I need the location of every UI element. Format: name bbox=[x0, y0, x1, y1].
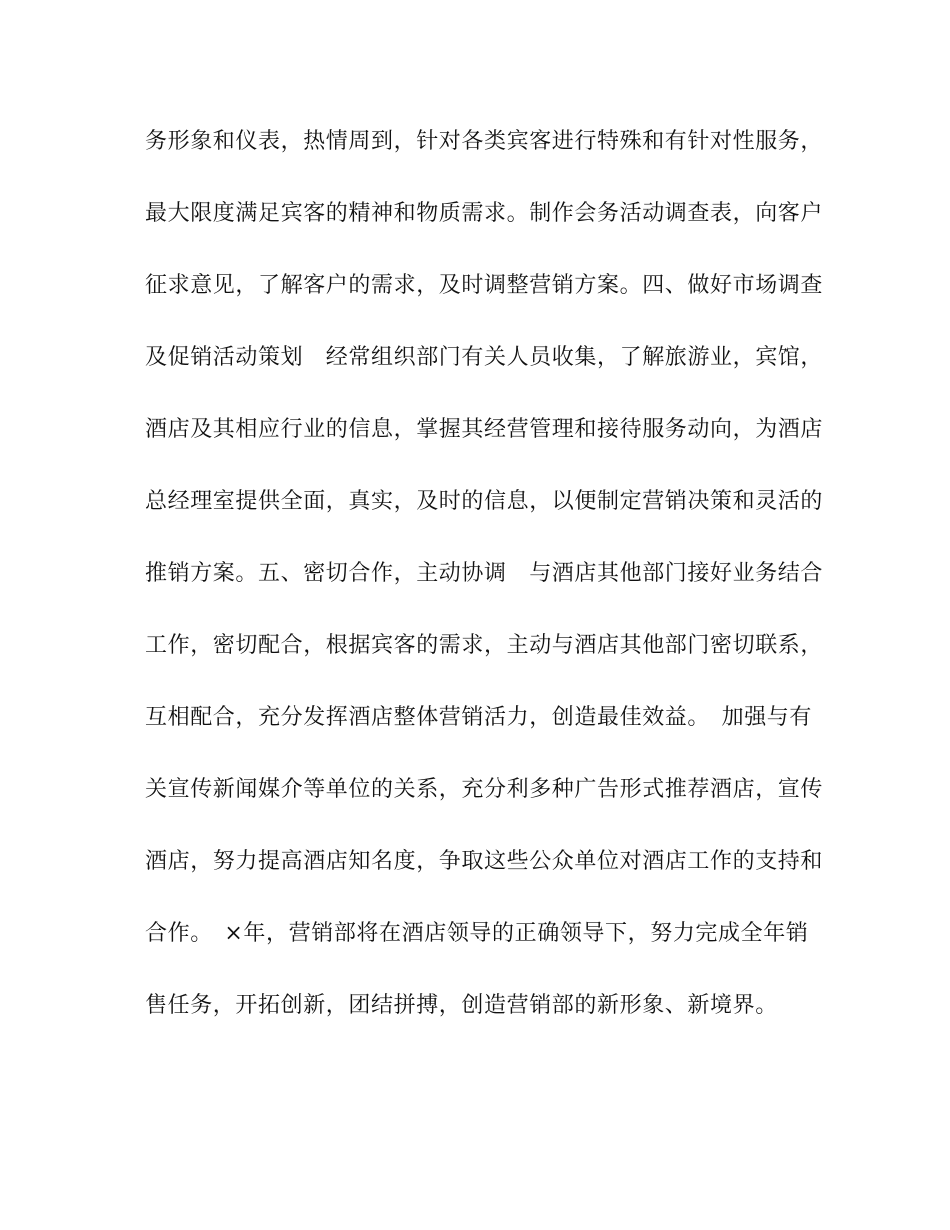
text-line: 工作，密切配合，根据宾客的需求，主动与酒店其他部门密切联系， bbox=[145, 633, 824, 658]
text-line: 最大限度满足宾客的精神和物质需求。制作会务活动调查表，向客户 bbox=[145, 201, 824, 226]
text-line: 售任务，开拓创新，团结拼搏，创造营销部的新形象、新境界。 bbox=[145, 993, 778, 1018]
text-line: 及促销活动策划 经常组织部门有关人员收集，了解旅游业，宾馆， bbox=[145, 345, 824, 370]
body-text bbox=[145, 118, 824, 1054]
text-line: 酒店，努力提高酒店知名度，争取这些公众单位对酒店工作的支持和 bbox=[145, 849, 824, 874]
text-line: 务形象和仪表，热情周到，针对各类宾客进行特殊和有针对性服务， bbox=[145, 129, 824, 154]
text-line: 关宣传新闻媒介等单位的关系，充分利多种广告形式推荐酒店，宣传 bbox=[145, 777, 824, 802]
text-line: 征求意见，了解客户的需求，及时调整营销方案。四、做好市场调查 bbox=[145, 273, 824, 298]
text-line: 合作。 ×年，营销部将在酒店领导的正确领导下，努力完成全年销 bbox=[145, 921, 809, 946]
text-line: 酒店及其相应行业的信息，掌握其经营管理和接待服务动向，为酒店 bbox=[145, 417, 824, 442]
text-line: 总经理室提供全面，真实，及时的信息，以便制定营销决策和灵活的 bbox=[145, 489, 824, 514]
text-line: 互相配合，充分发挥酒店整体营销活力，创造最佳效益。 加强与有 bbox=[145, 705, 813, 730]
text-line: 推销方案。五、密切合作，主动协调 与酒店其他部门接好业务结合 bbox=[145, 561, 824, 586]
